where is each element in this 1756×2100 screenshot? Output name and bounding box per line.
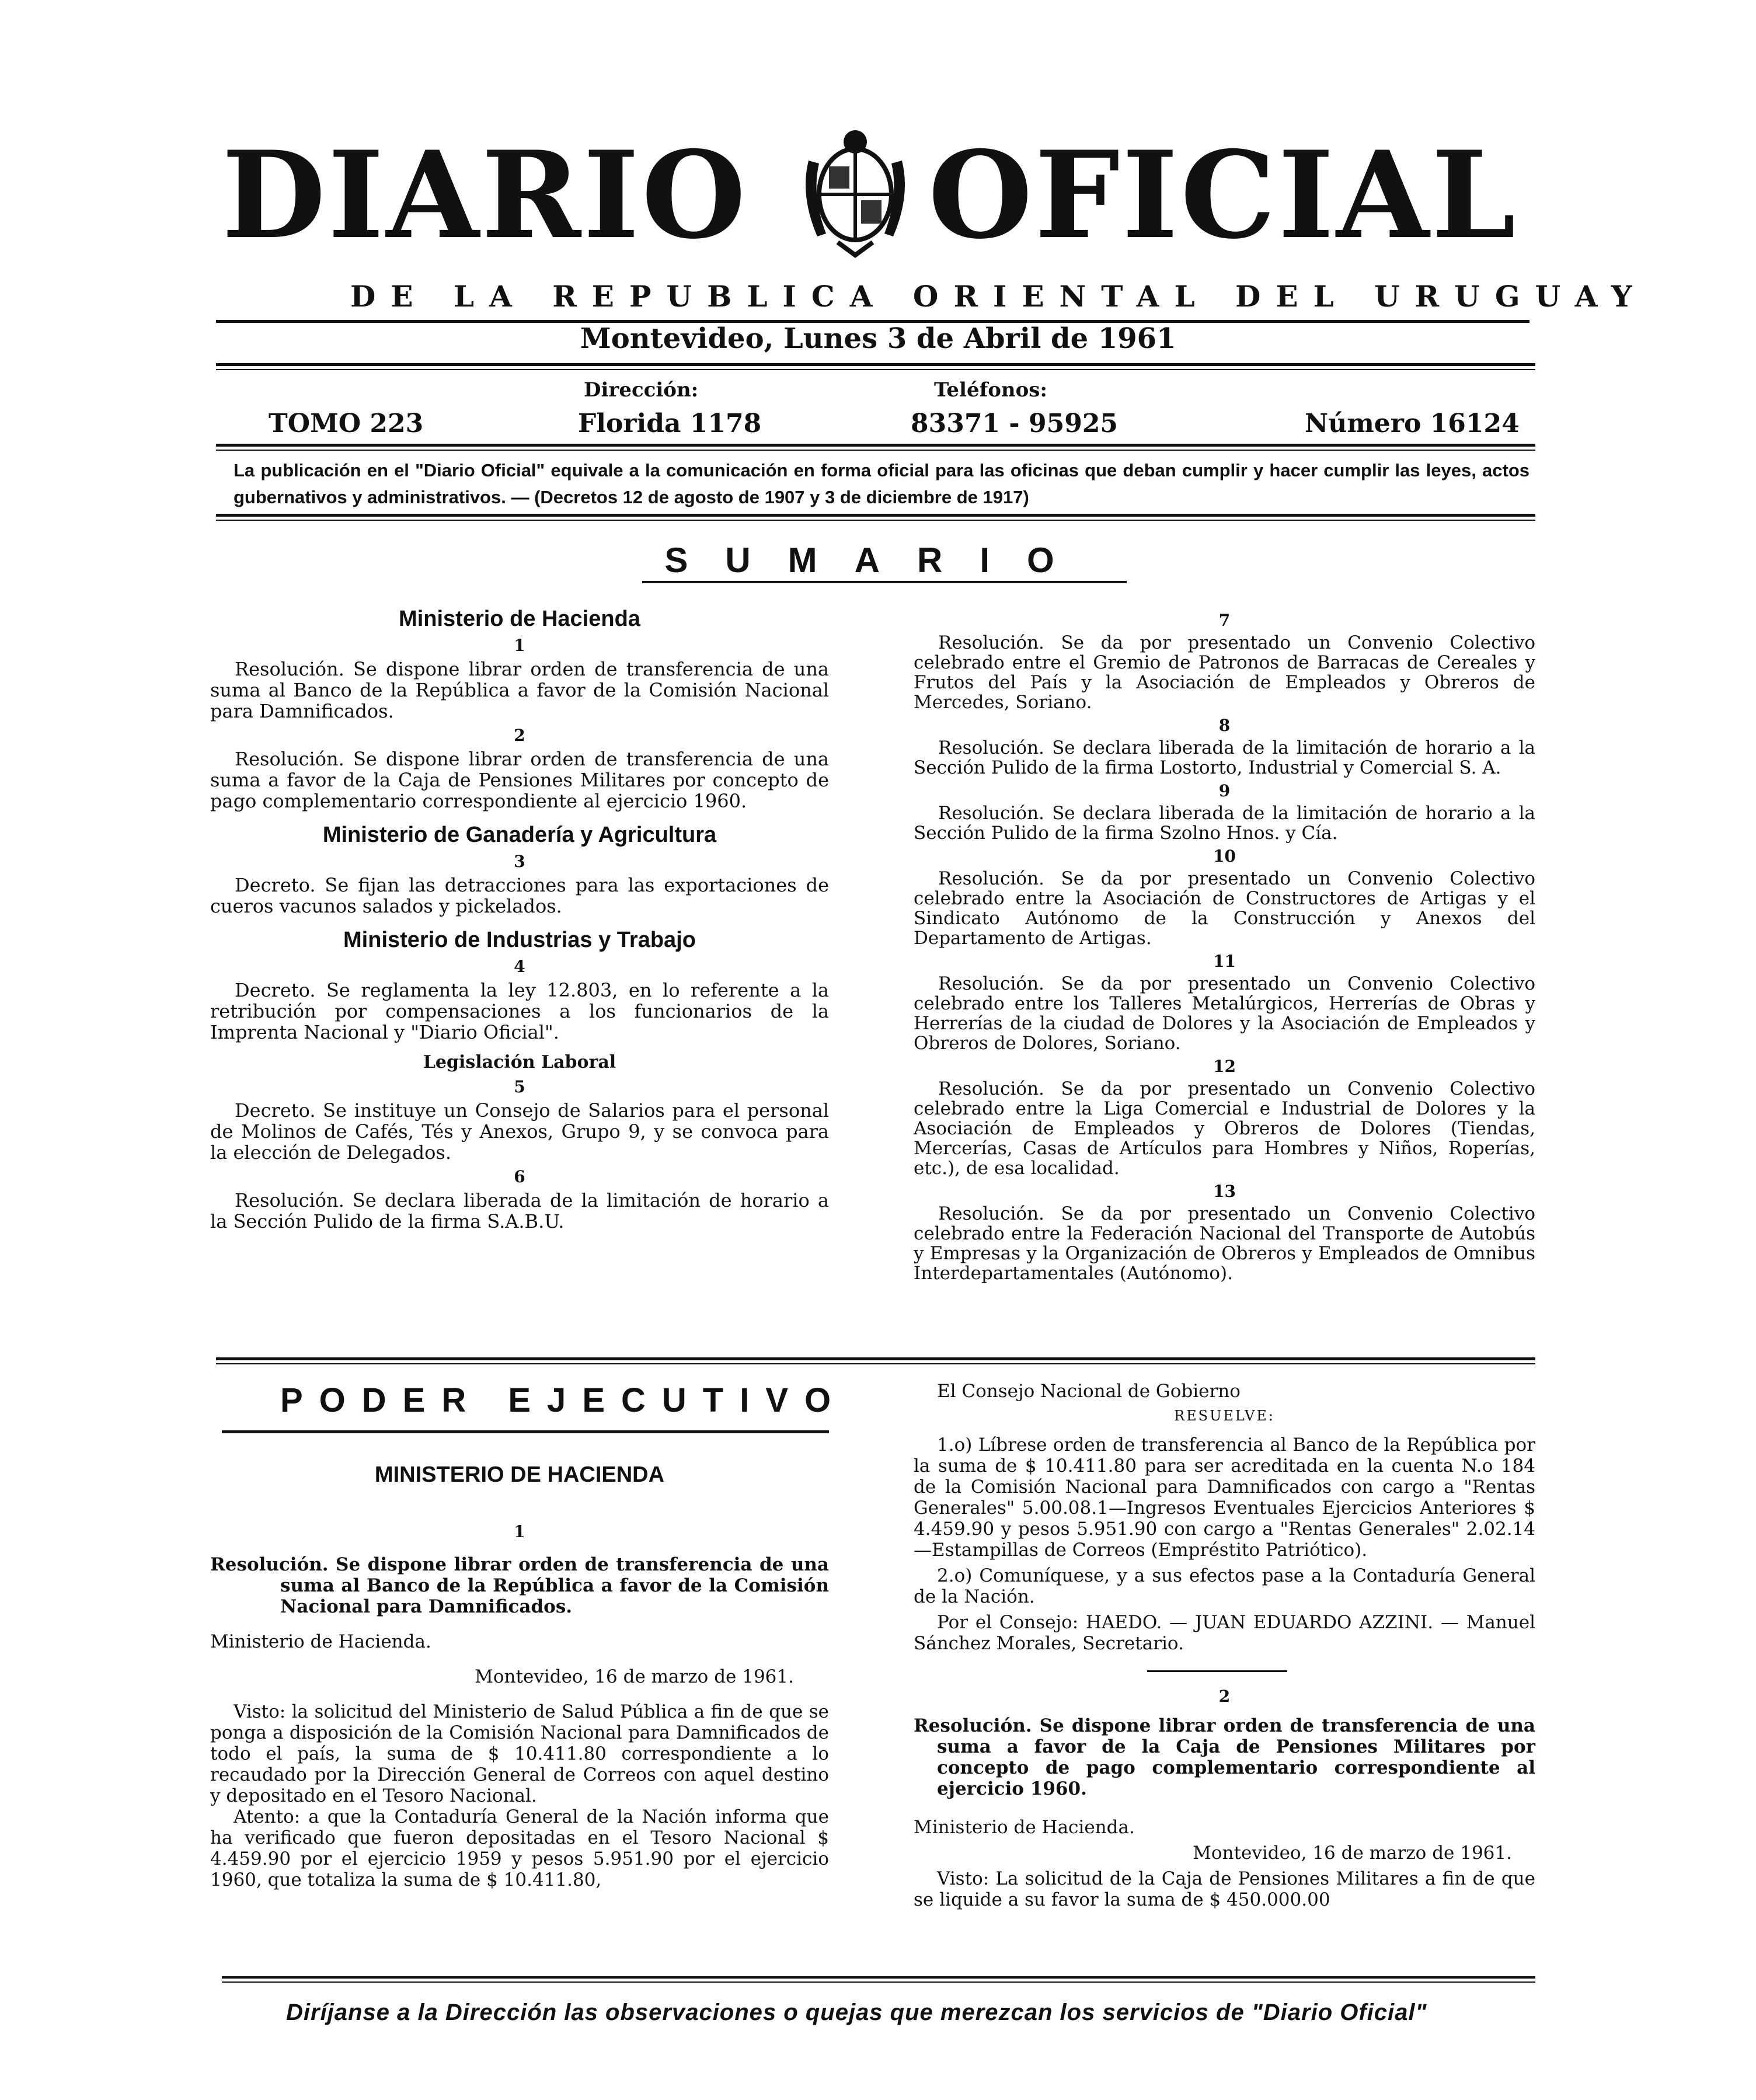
- sumario-title: SUMARIO: [664, 541, 1092, 580]
- issue-date: Montevideo, Lunes 3 de Abril de 1961: [580, 322, 1176, 355]
- atento-paragraph: Atento: a que la Contaduría General de la Nación informa que ha verificado que fueron depositadas en el Tesoro Nacional $ 4.459.90 por el ejercicio 1959 y pesos 5.951.90 por el ejercicio 1960, que totaliza la suma de $ 10.411.80,: [210, 1806, 829, 1890]
- item-number: 9: [1218, 781, 1231, 800]
- resolution-clause: 1.o) Líbrese orden de transferencia al Banco de la República por la suma de $ 10.411.80 para ser acreditada en la cuenta N.o 184 de la Comisión Nacional para Damnificados con cargo a "Rentas Generales" 5.00.08.1—Ingresos Eventuales Ejercicios Anteriores $ 4.459.90 y pesos 5.951.90 con cargo a "Rentas Generales" 2.02.14—Estampillas de Correos (Empréstito Patriótico).: [914, 1434, 1535, 1561]
- document-date: Montevideo, 16 de marzo de 1961.: [475, 1666, 794, 1687]
- summary-item: Resolución. Se dispone librar orden de transferencia de una suma al Banco de la República a favor de la Comisión Nacional para Damnificados.: [210, 658, 829, 722]
- divider: [216, 444, 1535, 447]
- item-number: 1: [514, 1522, 525, 1541]
- resolution-heading: Resolución. Se dispone librar orden de transferencia de una suma a favor de la Caja de Pensiones Militares por concepto de pago complementario correspondiente al ejercicio 1960.: [914, 1715, 1535, 1799]
- divider: [216, 1357, 1535, 1360]
- item-number: 5: [514, 1077, 525, 1096]
- item-number: 12: [1213, 1057, 1236, 1076]
- footer-note: Diríjanse a la Dirección las observaciones o quejas que merezcan los servicios de "Diario Oficial": [286, 2000, 1427, 2025]
- divider: [216, 363, 1535, 366]
- item-number: 2: [514, 726, 525, 745]
- ministry-heading: Ministerio de Industrias y Trabajo: [343, 928, 696, 952]
- direccion-label: Dirección:: [584, 378, 699, 402]
- masthead-title-left: DIARIO: [222, 126, 748, 266]
- ministry-line: Ministerio de Hacienda.: [210, 1631, 431, 1652]
- divider: [216, 369, 1535, 370]
- ministry-heading: Ministerio de Ganadería y Agricultura: [322, 823, 717, 847]
- summary-item: Resolución. Se da por presentado un Convenio Colectivo celebrado entre la Asociación de Constructores de Artigas y el Sindicato Autónomo de la Construcción y Anexos del Departamento de Artigas.: [914, 868, 1535, 949]
- divider: [222, 1430, 829, 1433]
- legal-notice: La publicación en el "Diario Oficial" equivale a la comunicación en forma oficial para las oficinas que deban cumplir y hacer cumplir las leyes, actos gubernativos y administrativos. — (Decretos 12 de agosto de 1907 y 3 de diciembre de 1917): [234, 460, 1529, 507]
- resuelve-label: RESUELVE:: [1174, 1408, 1275, 1424]
- item-number: 1: [514, 636, 525, 655]
- sumario-right-column: [914, 607, 1535, 1283]
- divider: [222, 1976, 1535, 1979]
- document-date: Montevideo, 16 de marzo de 1961.: [1193, 1843, 1512, 1864]
- masthead-title-right: OFICIAL: [928, 126, 1518, 266]
- divider: [642, 581, 1127, 583]
- ministry-heading: MINISTERIO DE HACIENDA: [374, 1462, 665, 1487]
- item-number: 8: [1218, 716, 1231, 735]
- summary-item: Resolución. Se declara liberada de la limitación de horario a la Sección Pulido de la firma Lostorto, Industrial y Comercial S. A.: [914, 737, 1535, 778]
- item-number: 2: [1218, 1687, 1231, 1706]
- masthead: [222, 126, 1524, 266]
- resolution-clause: 2.o) Comuníquese, y a sus efectos pase a la Contaduría General de la Nación.: [914, 1565, 1535, 1607]
- divider: [216, 450, 1535, 451]
- item-number: 3: [514, 852, 525, 871]
- divider: [216, 1363, 1535, 1364]
- poder-left-column: [210, 1518, 829, 1890]
- item-number: 10: [1213, 847, 1236, 866]
- item-number: 7: [1218, 611, 1231, 630]
- summary-item: Resolución. Se declara liberada de la limitación de horario a la Sección Pulido de la firma S.A.B.U.: [210, 1189, 829, 1232]
- sub-heading: Legislación Laboral: [423, 1052, 616, 1072]
- visto-paragraph: Visto: La solicitud de la Caja de Pensiones Militares a fin de que se liquide a su favor la suma de $ 450.000.00: [914, 1868, 1535, 1910]
- direccion-value: Florida 1178: [578, 409, 762, 438]
- summary-item: Resolución. Se da por presentado un Convenio Colectivo celebrado entre el Gremio de Patronos de Barracas de Cereales y Frutos del País y la Asociación de Empleados y Obreros de Mercedes, Soriano.: [914, 632, 1535, 713]
- signature-line: Por el Consejo: HAEDO. — JUAN EDUARDO AZZINI. — Manuel Sánchez Morales, Secretario.: [914, 1612, 1535, 1654]
- summary-item: Decreto. Se fijan las detracciones para las exportaciones de cueros vacunos salados y pickelados.: [210, 874, 829, 917]
- item-number: 13: [1213, 1182, 1236, 1201]
- issue-number: Número 16124: [1305, 409, 1520, 438]
- coat-of-arms-icon: [797, 126, 914, 260]
- section-title: PODER EJECUTIVO: [280, 1381, 848, 1419]
- visto-paragraph: Visto: la solicitud del Ministerio de Salud Pública a fin de que se ponga a disposición de la Comisión Nacional para Damnificados de todo el país, la suma de $ 10.411.80 correspondiente a lo recaudado por la Dirección General de Correos con aquel destino y depositado en el Tesoro Nacional.: [210, 1701, 829, 1806]
- summary-item: Resolución. Se da por presentado un Convenio Colectivo celebrado entre los Talleres Metalúrgicos, Herrerías de Obras y Herrerías de la ciudad de Dolores y la Asociación de Empleados y Obreros de Dolores, Soriano.: [914, 973, 1535, 1054]
- item-number: 4: [514, 957, 525, 976]
- telefonos-value: 83371 - 95925: [911, 409, 1119, 438]
- divider: [222, 1981, 1535, 1983]
- masthead-subtitle: DE LA REPUBLICA ORIENTAL DEL URUGUAY: [350, 279, 1647, 314]
- divider: [1147, 1670, 1287, 1672]
- resolution-heading: Resolución. Se dispone librar orden de transferencia de una suma al Banco de la República a favor de la Comisión Nacional para Damnificados.: [210, 1554, 829, 1617]
- summary-item: Resolución. Se declara liberada de la limitación de horario a la Sección Pulido de la firma Szolno Hnos. y Cía.: [914, 803, 1535, 844]
- sumario-left-column: [210, 595, 829, 1232]
- summary-item: Resolución. Se da por presentado un Convenio Colectivo celebrado entre la Federación Nacional del Transporte de Autobús y Empresas y la Organización de Obreros y Empleados de Omnibus Interdepartamentales (Autónomo).: [914, 1203, 1535, 1284]
- summary-item: Decreto. Se instituye un Consejo de Salarios para el personal de Molinos de Cafés, Tés y Anexos, Grupo 9, y se convoca para la elección de Delegados.: [210, 1099, 829, 1164]
- summary-item: Resolución. Se da por presentado un Convenio Colectivo celebrado entre la Liga Comercial e Industrial de Dolores y la Asociación de Empleados y Obreros de Dolores (Tiendas, Mercerías, Casas de Artículos para Hombres y Niños, Roperías, etc.), de esa localidad.: [914, 1078, 1535, 1179]
- poder-right-column: [914, 1381, 1535, 1910]
- item-number: 6: [514, 1167, 525, 1186]
- ministry-line: Ministerio de Hacienda.: [914, 1817, 1135, 1838]
- summary-item: Resolución. Se dispone librar orden de transferencia de una suma a favor de la Caja de Pensiones Militares por concepto de pago complementario correspondiente al ejercicio 1960.: [210, 748, 829, 812]
- summary-item: Decreto. Se reglamenta la ley 12.803, en lo referente a la retribución por compensaciones a los funcionarios de la Imprenta Nacional y "Diario Oficial".: [210, 979, 829, 1043]
- telefonos-label: Teléfonos:: [934, 378, 1047, 402]
- ministry-heading: Ministerio de Hacienda: [399, 607, 640, 631]
- tomo: TOMO 223: [269, 409, 424, 438]
- consejo-line: El Consejo Nacional de Gobierno: [937, 1381, 1241, 1402]
- item-number: 11: [1213, 952, 1236, 971]
- divider: [216, 520, 1535, 521]
- divider: [216, 514, 1535, 517]
